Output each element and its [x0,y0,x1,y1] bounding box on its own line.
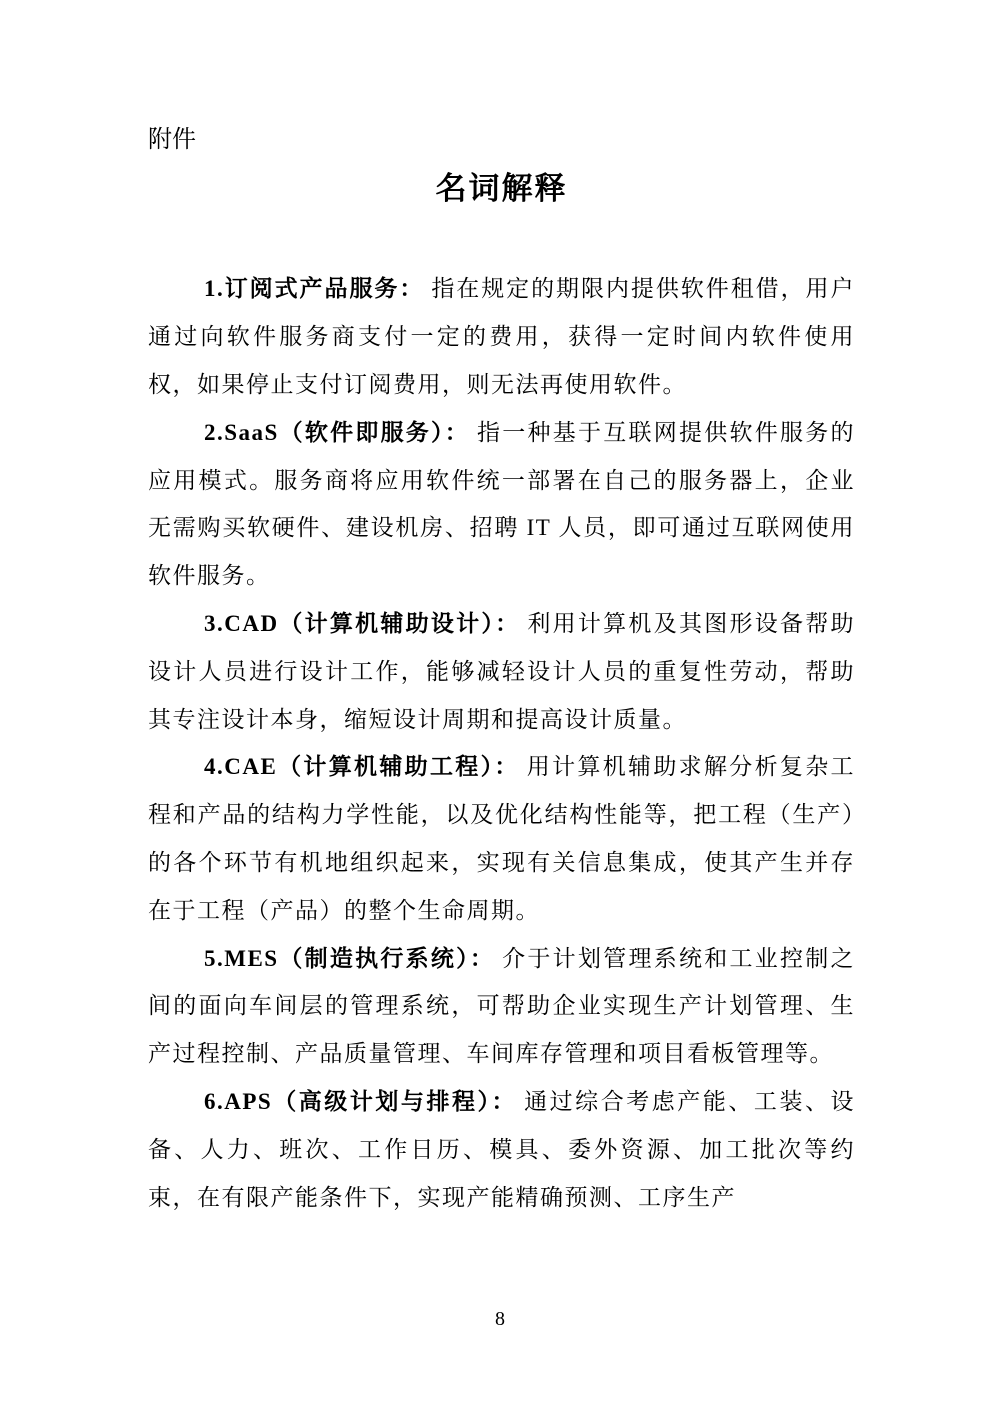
term-item-1 [148,265,855,408]
term-label-6: 6.APS（高级计划与排程）： [204,1088,518,1114]
term-definition-3: 利用计算机及其图形设备帮助设计人员进行设计工作，能够减轻设计人员的重复性劳动，帮助其专注设计本身，缩短设计周期和提高设计质量。 [148,610,855,732]
term-definition-1: 指在规定的期限内提供软件租借，用户通过向软件服务商支付一定的费用，获得一定时间内软件使用权，如果停止支付订阅费用，则无法再使用软件。 [148,276,856,397]
term-definition-2: 指一种基于互联网提供软件服务的应用模式。服务商将应用软件统一部署在自己的服务器上，企业无需购买软硬件、建设机房、招聘 IT 人员，即可通过互联网使用软件服务。 [148,419,855,589]
term-label-2: 2.SaaS（软件即服务）： [204,419,471,445]
page-title: 名词解释 [435,171,568,207]
term-label-1: 1.订阅式产品服务： [204,276,425,302]
attachment-label: 附件 [148,127,196,153]
term-definition-4: 用计算机辅助求解分析复杂工程和产品的结构力学性能，以及优化结构性能等，把工程（生产）的各个环节有机地组织起来，实现有关信息集成，使其产生并存在于工程（产品）的整个生命周期。 [148,754,855,923]
term-item-3 [148,600,855,743]
term-item-2 [148,409,855,600]
term-label-3: 3.CAD（计算机辅助设计）： [204,610,521,636]
page-number: 8 [495,1308,505,1330]
term-item-5 [148,935,855,1078]
term-label-5: 5.MES（制造执行系统）： [204,945,496,971]
term-label-4: 4.CAE（计算机辅助工程）： [204,754,520,780]
term-definition-6: 通过综合考虑产能、工装、设备、人力、班次、工作日历、模具、委外资源、加工批次等约束，在有限产能条件下，实现产能精确预测、工序生产 [148,1088,856,1210]
terms-list [148,265,855,1221]
term-item-6 [148,1078,855,1221]
term-item-4 [148,743,855,934]
term-definition-5: 介于计划管理系统和工业控制之间的面向车间层的管理系统，可帮助企业实现生产计划管理、生产过程控制、产品质量管理、车间库存管理和项目看板管理等。 [148,945,856,1067]
